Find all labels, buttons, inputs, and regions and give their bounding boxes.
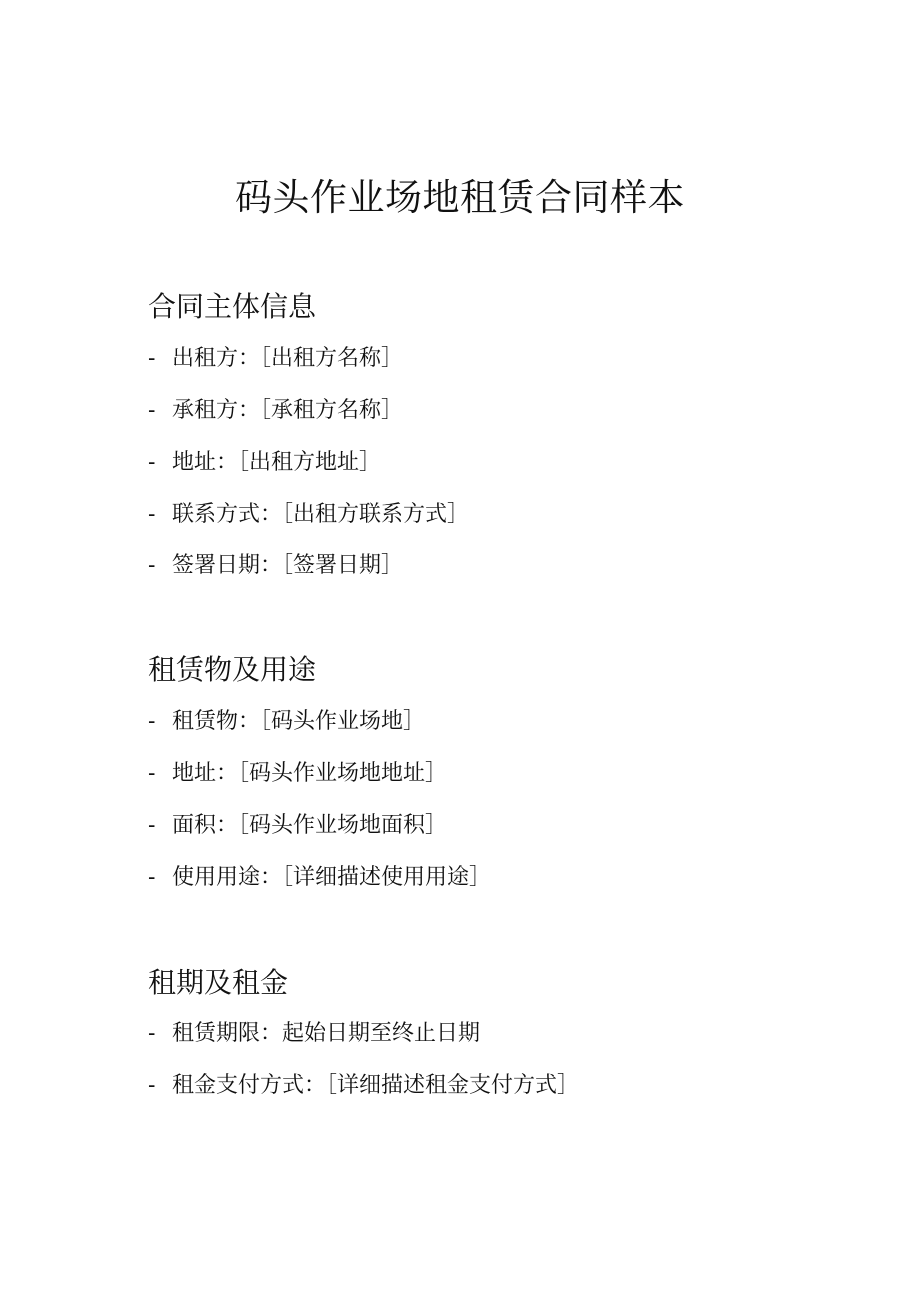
list-item <box>148 1018 480 1050</box>
list-item-text: 面积：［码头作业场地面积］ <box>172 813 448 838</box>
list-item <box>148 758 447 790</box>
list-item-text: 租赁物：［码头作业场地］ <box>172 709 426 734</box>
list-item <box>148 1070 579 1102</box>
list-item <box>148 343 403 375</box>
section-heading-term-rent: 租期及租金 <box>148 966 289 999</box>
list-item <box>148 395 403 427</box>
list-item-text: 联系方式：［出租方联系方式］ <box>172 502 470 527</box>
list-item <box>148 810 447 842</box>
list-item <box>148 862 491 894</box>
list-item <box>148 499 469 531</box>
list-item <box>148 706 425 738</box>
list-item-text: 承租方：［承租方名称］ <box>172 398 404 423</box>
document-title: 码头作业场地租赁合同样本 <box>235 176 685 219</box>
list-dash: - <box>148 761 156 786</box>
list-item <box>148 447 381 479</box>
list-dash: - <box>148 813 156 838</box>
list-item-text: 地址：［码头作业场地地址］ <box>172 761 448 786</box>
list-item-text: 签署日期：［签署日期］ <box>172 553 404 578</box>
list-item-text: 出租方：［出租方名称］ <box>172 346 404 371</box>
list-dash: - <box>148 709 156 734</box>
list-item-text: 地址：［出租方地址］ <box>172 450 382 475</box>
section-heading-leased-property: 租赁物及用途 <box>148 653 317 686</box>
list-item <box>148 550 403 582</box>
list-dash: - <box>148 1021 156 1046</box>
list-dash: - <box>148 398 156 423</box>
list-item-text: 租赁期限：起始日期至终止日期 <box>172 1021 481 1046</box>
list-dash: - <box>148 502 156 527</box>
section-heading-parties: 合同主体信息 <box>148 290 317 323</box>
list-dash: - <box>148 450 156 475</box>
list-dash: - <box>148 1073 156 1098</box>
list-dash: - <box>148 865 156 890</box>
list-item-text: 租金支付方式：［详细描述租金支付方式］ <box>172 1073 580 1098</box>
list-dash: - <box>148 553 156 578</box>
list-dash: - <box>148 346 156 371</box>
list-item-text: 使用用途：［详细描述使用用途］ <box>172 865 492 890</box>
